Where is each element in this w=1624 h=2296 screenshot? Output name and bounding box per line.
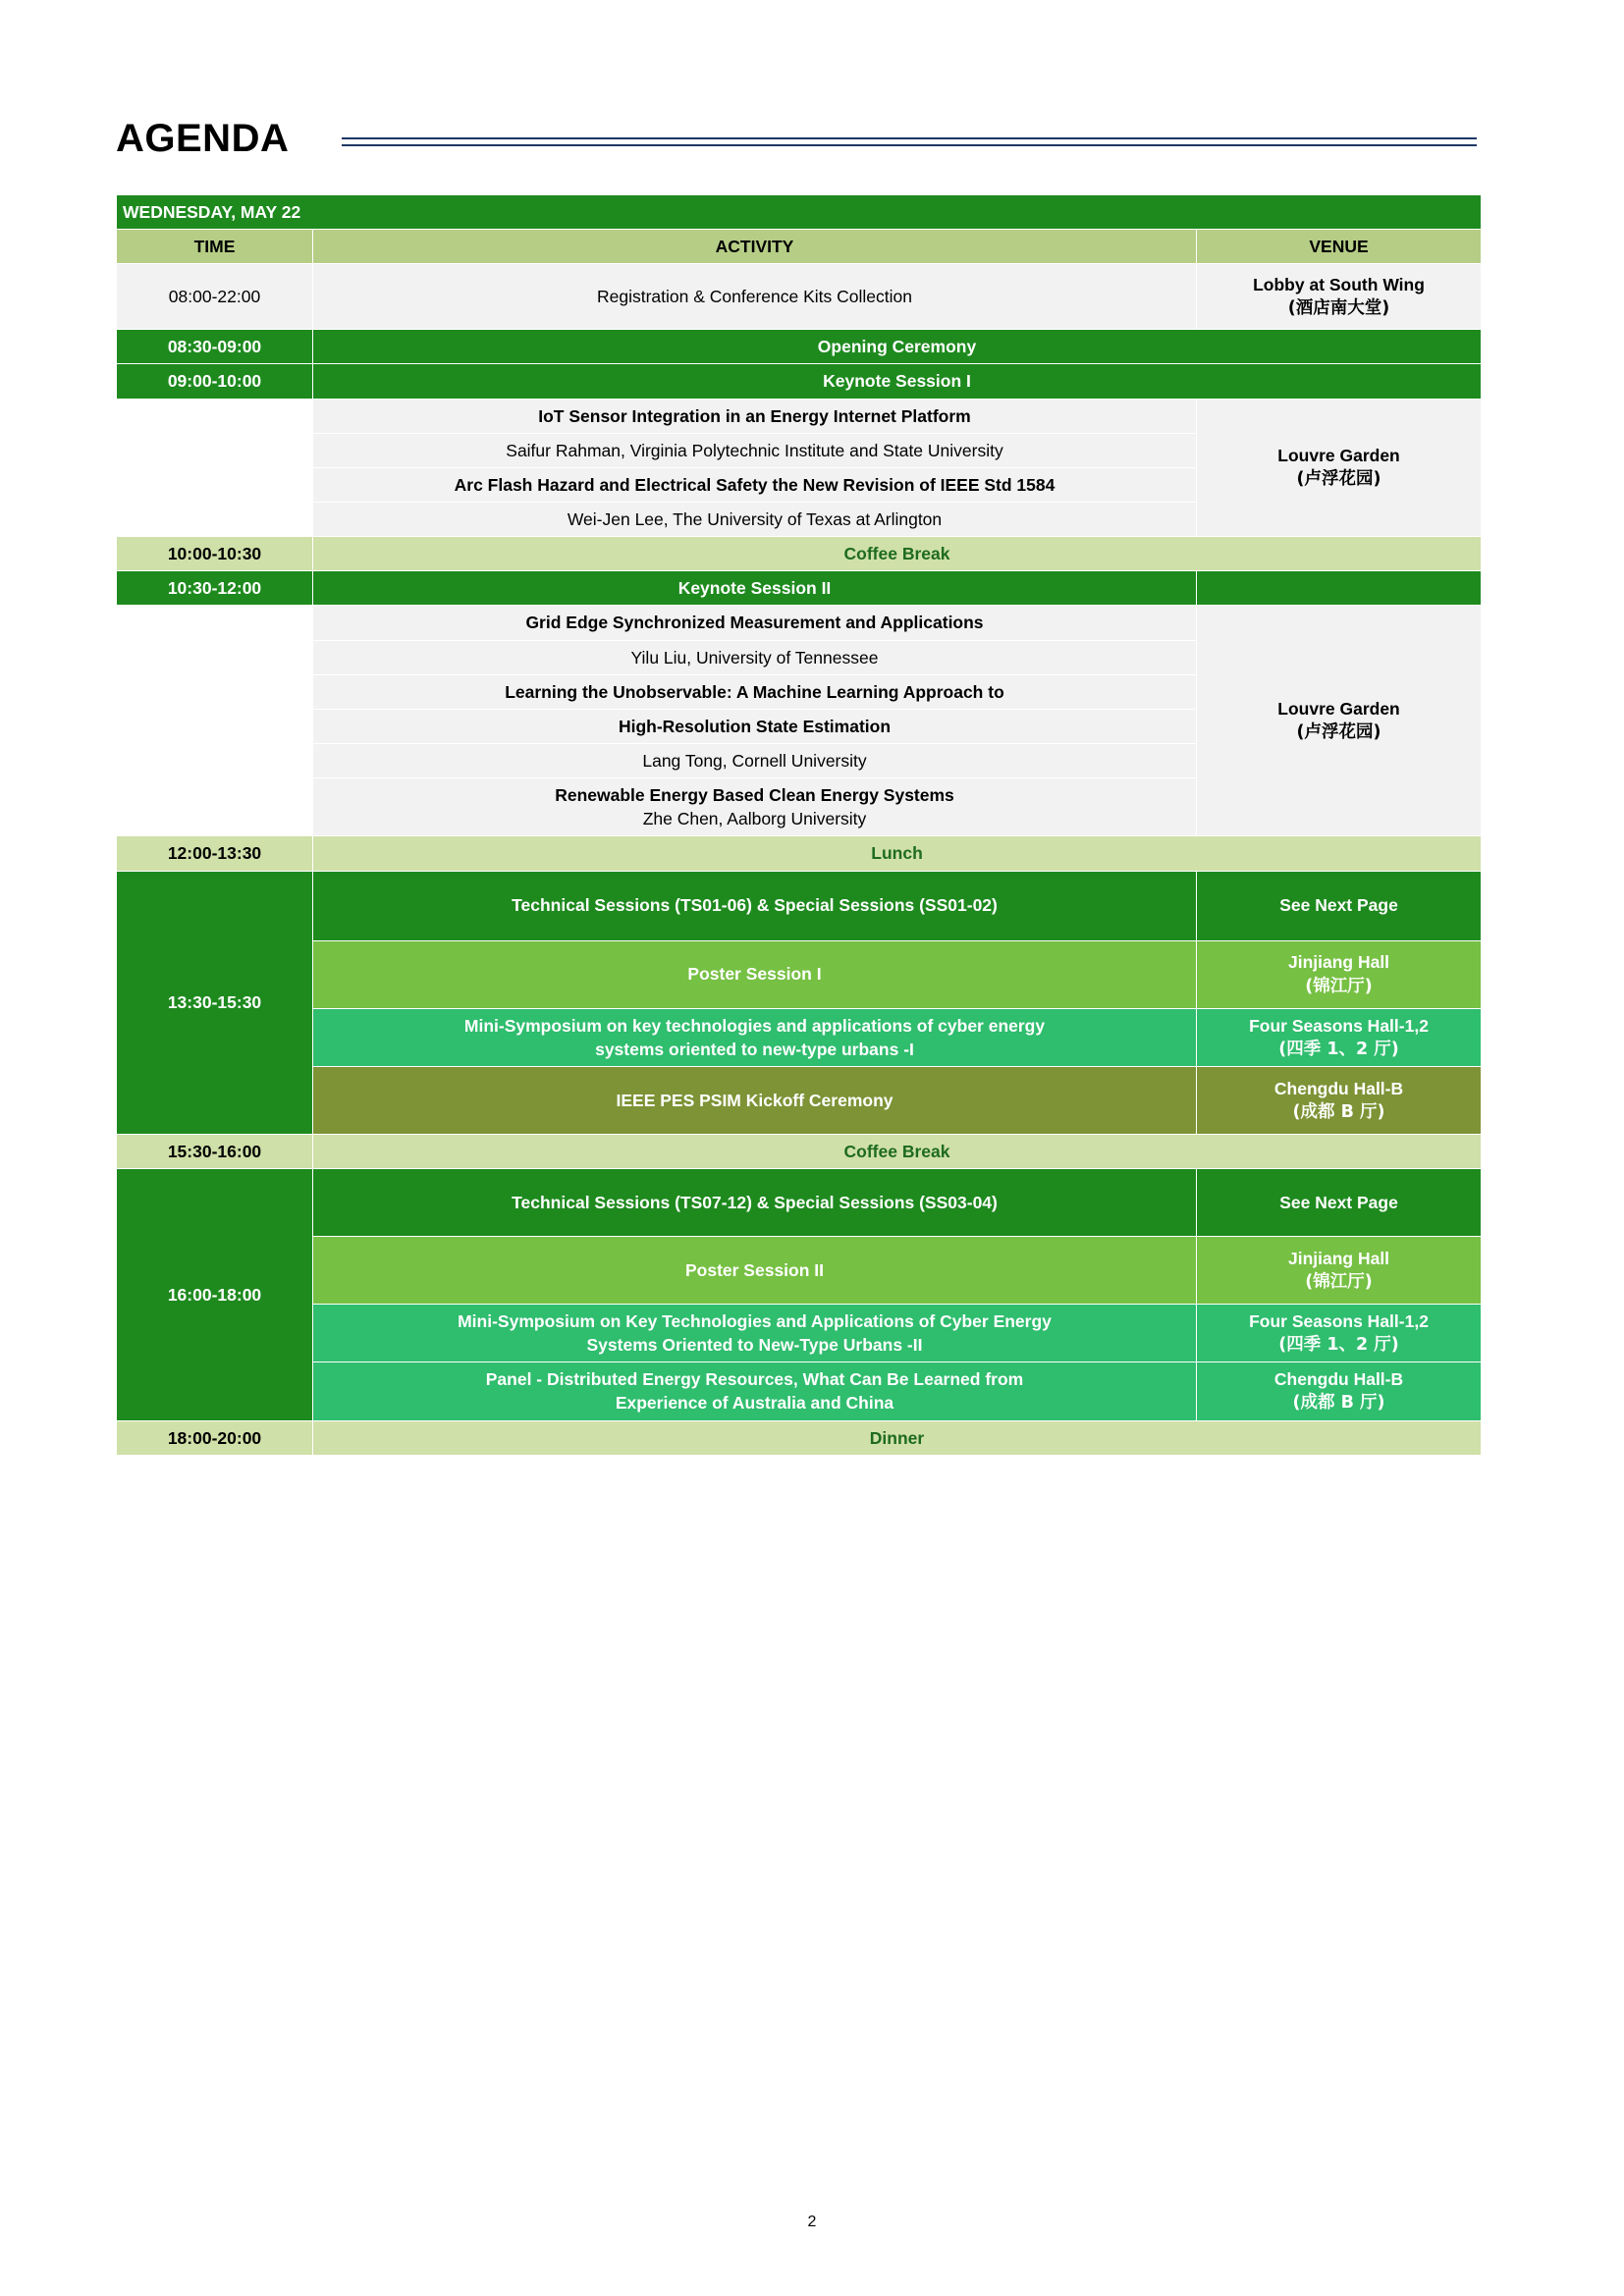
table-row <box>117 1066 1482 1134</box>
row-venue <box>1197 399 1482 537</box>
table-row <box>117 537 1482 571</box>
talk-title: Grid Edge Synchronized Measurement and Applications <box>313 606 1197 640</box>
table-row <box>117 399 1482 433</box>
talk-author: Lang Tong, Cornell University <box>313 743 1197 777</box>
table-row <box>117 871 1482 940</box>
venue-line-1: Four Seasons Hall-1,2 <box>1249 1310 1429 1331</box>
venue-line-2: (四季 1、2 厅) <box>1278 1039 1399 1059</box>
table-row <box>117 1134 1482 1168</box>
table-row <box>117 1362 1482 1420</box>
row-time: 09:00-10:00 <box>117 364 313 399</box>
venue-line-1: Chengdu Hall-B <box>1273 1369 1404 1390</box>
talk-author: Saifur Rahman, Virginia Polytechnic Institute and State University <box>313 433 1197 467</box>
venue-line-2: (锦江厅) <box>1305 1271 1373 1292</box>
column-header-time: TIME <box>117 230 313 264</box>
venue-line-2: (酒店南大堂) <box>1287 298 1390 319</box>
row-venue <box>1197 1304 1482 1362</box>
row-activity <box>313 1362 1197 1420</box>
row-time: 16:00-18:00 <box>117 1168 313 1420</box>
row-venue <box>1197 940 1482 1008</box>
row-time: 15:30-16:00 <box>117 1134 313 1168</box>
row-activity: Poster Session I <box>313 940 1197 1008</box>
page-title: AGENDA <box>116 117 290 160</box>
venue-line-2: (锦江厅) <box>1305 976 1373 996</box>
table-row <box>117 1420 1482 1455</box>
row-venue <box>1197 1362 1482 1420</box>
venue-line-1: Louvre Garden <box>1277 446 1400 466</box>
activity-line-2: Experience of Australia and China <box>615 1393 894 1414</box>
venue-line-2: (四季 1、2 厅) <box>1278 1335 1399 1356</box>
row-activity: Coffee Break <box>313 1134 1482 1168</box>
table-row <box>117 264 1482 330</box>
row-time: 10:30-12:00 <box>117 571 313 606</box>
talk-title: Renewable Energy Based Clean Energy Systems <box>555 785 954 806</box>
table-row <box>117 1236 1482 1304</box>
day-bar-label: WEDNESDAY, MAY 22 <box>117 195 1482 230</box>
day-bar-row <box>117 195 1482 230</box>
row-activity: Coffee Break <box>313 537 1482 571</box>
table-row <box>117 1168 1482 1236</box>
table-row <box>117 330 1482 364</box>
row-venue <box>1197 1066 1482 1134</box>
row-venue <box>1197 264 1482 330</box>
table-row <box>117 571 1482 606</box>
table-row <box>117 1008 1482 1066</box>
row-activity: Technical Sessions (TS01-06) & Special Sessions (SS01-02) <box>313 871 1197 940</box>
row-venue <box>1197 1236 1482 1304</box>
row-venue <box>1197 1008 1482 1066</box>
table-header-row <box>117 230 1482 264</box>
page-header <box>116 116 1477 177</box>
row-activity <box>313 1008 1197 1066</box>
talk-author: Yilu Liu, University of Tennessee <box>313 640 1197 674</box>
venue-line-1: Jinjiang Hall <box>1287 952 1390 973</box>
activity-line-1: Mini-Symposium on key technologies and applications of cyber energy <box>463 1015 1046 1036</box>
table-row <box>117 940 1482 1008</box>
agenda-table <box>116 194 1482 1456</box>
activity-line-1: Mini-Symposium on Key Technologies and Applications of Cyber Energy <box>458 1310 1052 1331</box>
row-time: 10:00-10:30 <box>117 537 313 571</box>
column-header-venue: VENUE <box>1197 230 1482 264</box>
table-row <box>117 1304 1482 1362</box>
venue-line-2: (成都 B 厅) <box>1292 1393 1385 1414</box>
row-time: 13:30-15:30 <box>117 871 313 1134</box>
row-time: 18:00-20:00 <box>117 1420 313 1455</box>
activity-line-2: systems oriented to new-type urbans -I <box>595 1039 914 1059</box>
row-activity: IEEE PES PSIM Kickoff Ceremony <box>313 1066 1197 1134</box>
row-time: 12:00-13:30 <box>117 836 313 871</box>
page-number: 2 <box>807 2214 817 2230</box>
venue-line-2: (成都 B 厅) <box>1292 1101 1385 1122</box>
venue-line-2: (卢浮花园) <box>1296 722 1381 743</box>
row-time-empty <box>117 399 313 537</box>
talk-title: IoT Sensor Integration in an Energy Internet Platform <box>313 399 1197 433</box>
row-activity: Keynote Session II <box>313 571 1197 606</box>
row-activity: Keynote Session I <box>313 364 1482 399</box>
row-time: 08:30-09:00 <box>117 330 313 364</box>
talk-title: Arc Flash Hazard and Electrical Safety the New Revision of IEEE Std 1584 <box>313 467 1197 502</box>
table-row <box>117 836 1482 871</box>
activity-line-1: Panel - Distributed Energy Resources, What Can Be Learned from <box>485 1369 1024 1390</box>
talk-block <box>313 778 1197 836</box>
row-activity: Dinner <box>313 1420 1482 1455</box>
row-venue: See Next Page <box>1197 871 1482 940</box>
row-venue: See Next Page <box>1197 1168 1482 1236</box>
row-activity: Registration & Conference Kits Collection <box>313 264 1197 330</box>
talk-title: Learning the Unobservable: A Machine Learning Approach to <box>313 674 1197 709</box>
column-header-activity: ACTIVITY <box>313 230 1197 264</box>
row-activity: Poster Session II <box>313 1236 1197 1304</box>
row-venue-empty <box>1197 571 1482 606</box>
row-activity: Technical Sessions (TS07-12) & Special Sessions (SS03-04) <box>313 1168 1197 1236</box>
activity-line-2: Systems Oriented to New-Type Urbans -II <box>586 1335 923 1356</box>
row-venue <box>1197 606 1482 836</box>
row-activity: Opening Ceremony <box>313 330 1482 364</box>
talk-title-cont: High-Resolution State Estimation <box>313 709 1197 743</box>
header-rule <box>342 137 1477 149</box>
venue-line-1: Four Seasons Hall-1,2 <box>1249 1015 1429 1036</box>
venue-line-1: Jinjiang Hall <box>1287 1248 1390 1268</box>
table-row <box>117 606 1482 640</box>
venue-line-1: Louvre Garden <box>1277 699 1400 720</box>
talk-author: Zhe Chen, Aalborg University <box>642 809 867 829</box>
venue-line-1: Lobby at South Wing <box>1253 275 1425 295</box>
venue-line-1: Chengdu Hall-B <box>1273 1078 1404 1098</box>
row-time-empty <box>117 606 313 836</box>
talk-author: Wei-Jen Lee, The University of Texas at Arlington <box>313 502 1197 536</box>
row-activity: Lunch <box>313 836 1482 871</box>
row-time: 08:00-22:00 <box>117 264 313 330</box>
row-activity <box>313 1304 1197 1362</box>
table-row <box>117 364 1482 399</box>
venue-line-2: (卢浮花园) <box>1296 469 1381 490</box>
